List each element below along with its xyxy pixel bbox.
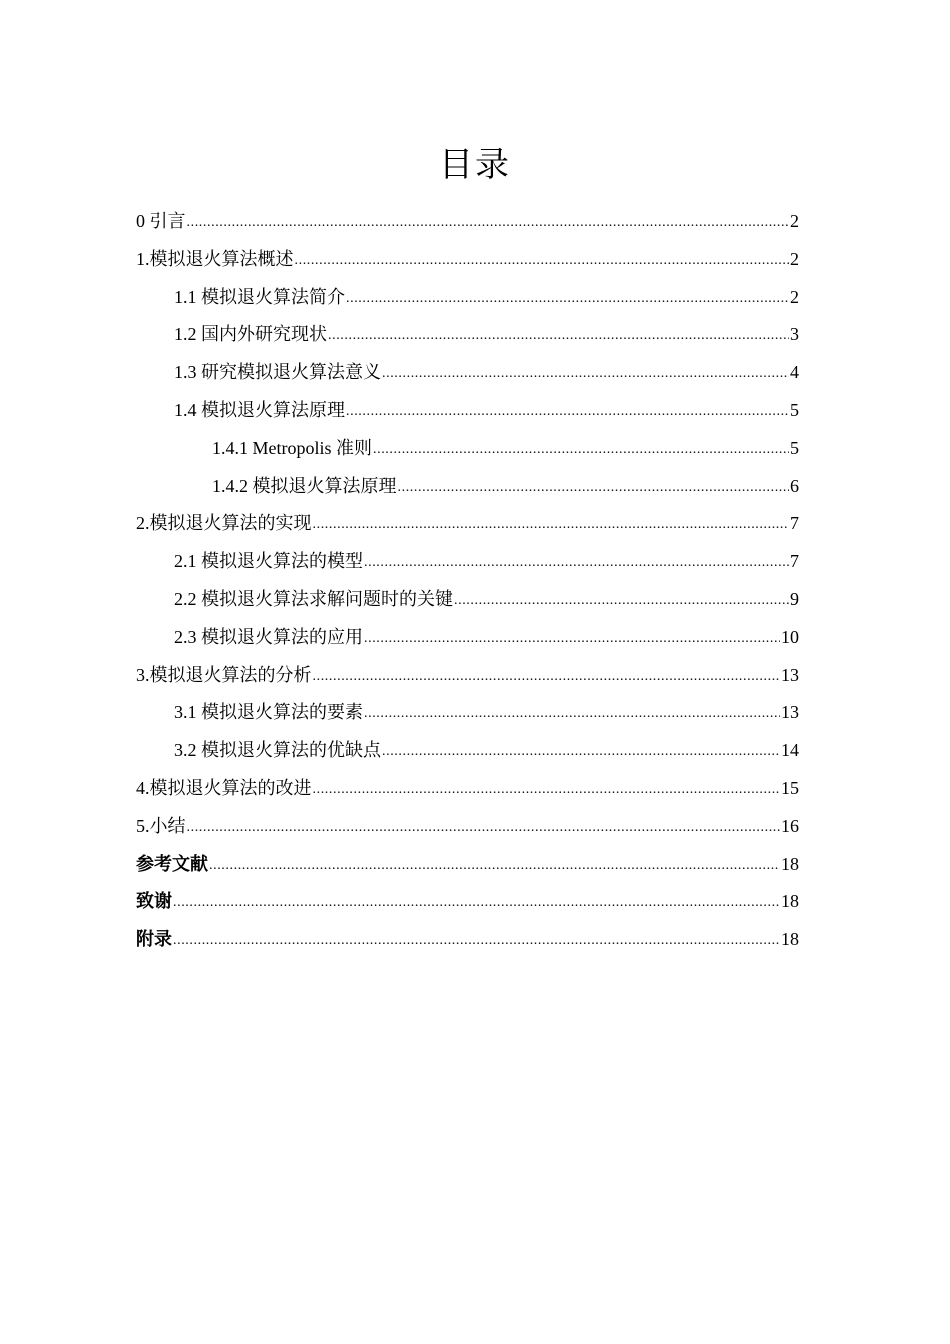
toc-entry[interactable] [136, 770, 799, 808]
toc-entry-label: 1.模拟退火算法概述 [136, 248, 294, 269]
toc-dot-leader [313, 656, 781, 696]
toc-dot-leader [346, 391, 789, 431]
toc-entry-page-number: 18 [781, 929, 799, 950]
toc-dot-leader [313, 769, 781, 809]
toc-entry-label: 1.1 模拟退火算法简介 [174, 286, 345, 307]
toc-entry-label: 3.模拟退火算法的分析 [136, 664, 312, 685]
toc-entry-page-number: 16 [781, 815, 799, 836]
toc-entry-page-number: 5 [790, 399, 799, 420]
toc-dot-leader [454, 580, 789, 620]
toc-dot-leader [173, 920, 780, 960]
toc-dot-leader [346, 278, 789, 318]
toc-entry-page-number: 2 [790, 286, 799, 307]
toc-entry[interactable] [136, 694, 799, 732]
toc-dot-leader [364, 618, 780, 658]
toc-entry[interactable] [136, 581, 799, 619]
toc-dot-leader [373, 429, 789, 469]
toc-entry-label: 5.小结 [136, 815, 186, 836]
toc-entry-page-number: 9 [790, 588, 799, 609]
toc-entry-label: 附录 [136, 929, 172, 950]
toc-entry[interactable] [136, 241, 799, 279]
toc-entry-label: 参考文献 [136, 853, 208, 874]
toc-entry-page-number: 3 [790, 324, 799, 345]
toc-entry[interactable] [136, 808, 799, 846]
toc-dot-leader [209, 845, 780, 885]
toc-entry[interactable] [136, 316, 799, 354]
toc-entry[interactable] [136, 543, 799, 581]
toc-dot-leader [295, 240, 790, 280]
toc-dot-leader [313, 504, 790, 544]
toc-dot-leader [187, 807, 781, 847]
toc-entry-label: 2.2 模拟退火算法求解问题时的关键 [174, 588, 453, 609]
toc-entry-page-number: 15 [781, 777, 799, 798]
toc-entry-page-number: 18 [781, 853, 799, 874]
toc-entry-label: 2.模拟退火算法的实现 [136, 513, 312, 534]
page-title: 目录 [439, 145, 511, 185]
toc-entry[interactable] [136, 505, 799, 543]
toc-entry-page-number: 13 [781, 664, 799, 685]
toc-entry[interactable] [136, 657, 799, 695]
toc-entry-page-number: 10 [781, 626, 799, 647]
toc-entry-label: 4.模拟退火算法的改进 [136, 777, 312, 798]
toc-entry-label: 1.2 国内外研究现状 [174, 324, 327, 345]
toc-entry-label: 2.3 模拟退火算法的应用 [174, 626, 363, 647]
toc-entry[interactable] [136, 732, 799, 770]
toc-entry[interactable] [136, 846, 799, 884]
toc-entry[interactable] [136, 619, 799, 657]
toc-entry[interactable] [136, 883, 799, 921]
toc-dot-leader [382, 353, 789, 393]
toc-entry[interactable] [136, 921, 799, 959]
toc-entry-page-number: 7 [790, 551, 799, 572]
toc-entry-label: 3.2 模拟退火算法的优缺点 [174, 740, 381, 761]
toc-entry-page-number: 18 [781, 891, 799, 912]
toc-entry-page-number: 2 [790, 248, 799, 269]
toc-entry-label: 3.1 模拟退火算法的要素 [174, 702, 363, 723]
toc-entry-label: 1.3 研究模拟退火算法意义 [174, 362, 381, 383]
table-of-contents [136, 203, 799, 959]
toc-entry-label: 1.4 模拟退火算法原理 [174, 399, 345, 420]
toc-entry[interactable] [136, 430, 799, 468]
toc-entry[interactable] [136, 468, 799, 506]
toc-entry[interactable] [136, 354, 799, 392]
toc-entry-page-number: 6 [790, 475, 799, 496]
toc-entry-page-number: 4 [790, 362, 799, 383]
toc-entry[interactable] [136, 203, 799, 241]
toc-entry-label: 致谢 [136, 891, 172, 912]
toc-dot-leader [328, 315, 789, 355]
toc-entry[interactable] [136, 392, 799, 430]
toc-dot-leader [187, 202, 790, 242]
toc-entry[interactable] [136, 279, 799, 317]
toc-entry-label: 1.4.2 模拟退火算法原理 [212, 475, 397, 496]
toc-entry-label: 1.4.1 Metropolis 准则 [212, 437, 372, 458]
toc-entry-page-number: 14 [781, 740, 799, 761]
toc-entry-page-number: 13 [781, 702, 799, 723]
toc-entry-page-number: 7 [790, 513, 799, 534]
toc-dot-leader [364, 542, 789, 582]
toc-entry-page-number: 5 [790, 437, 799, 458]
toc-dot-leader [364, 693, 780, 733]
toc-dot-leader [382, 731, 780, 771]
toc-dot-leader [398, 467, 790, 507]
toc-entry-label: 2.1 模拟退火算法的模型 [174, 551, 363, 572]
toc-entry-label: 0 引言 [136, 211, 186, 231]
toc-dot-leader [173, 882, 780, 922]
toc-entry-page-number: 2 [790, 211, 799, 231]
